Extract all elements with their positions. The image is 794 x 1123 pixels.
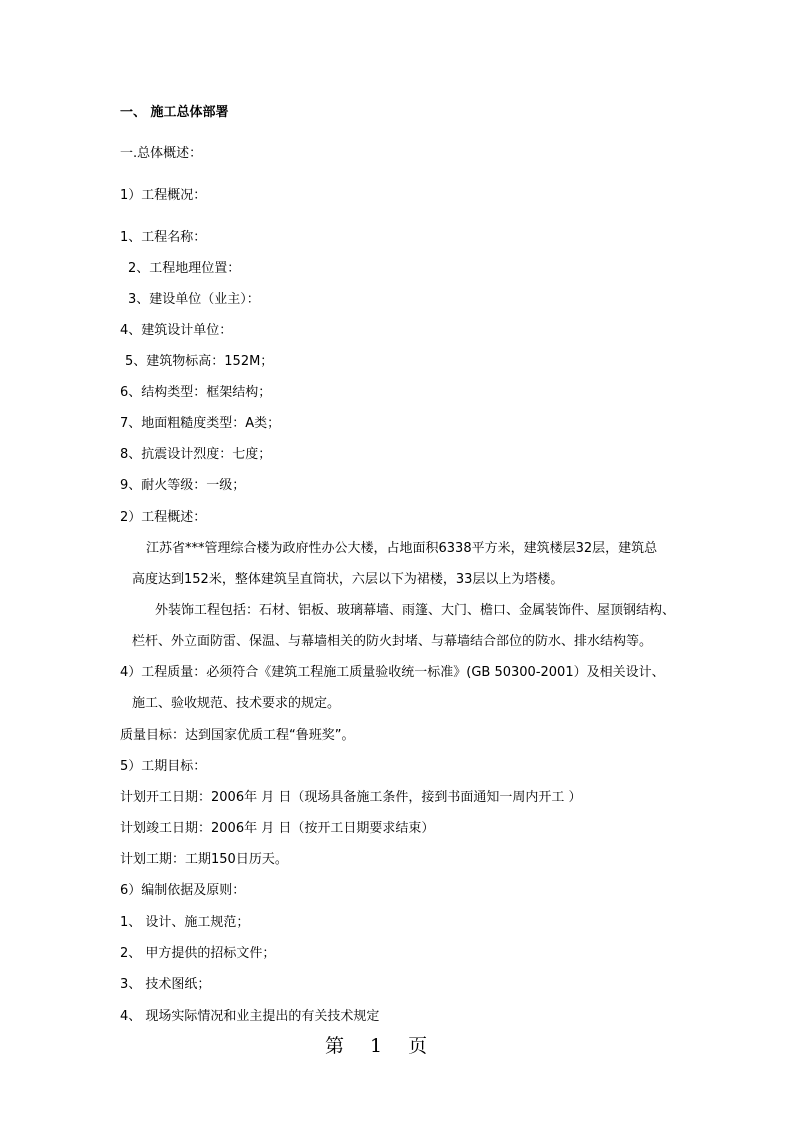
text-line: 江苏省***管理综合楼为政府性办公大楼，占地面积6338平方米，建筑楼层32层，建筑总 (146, 541, 658, 556)
text-line: 9、耐火等级：一级； (120, 478, 246, 493)
page-prefix: 第 (325, 1035, 345, 1057)
text-line: 2）工程概述： (120, 510, 207, 525)
list-item: 3、 技术图纸； (120, 977, 211, 992)
text-line: 3、建设单位（业主）： (128, 292, 260, 307)
section-heading: 一、 施工总体部署 (120, 105, 229, 120)
text-line: 栏杆、外立面防雷、保温、与幕墙相关的防火封堵、与幕墙结合部位的防水、排水结构等。 (132, 634, 653, 649)
list-item: 2、 甲方提供的招标文件； (120, 946, 276, 961)
text-line: 4、建筑设计单位： (120, 323, 233, 338)
text-line: 一.总体概述： (120, 146, 203, 161)
text-line: 1）工程概况： (120, 188, 207, 203)
text-line: 6）编制依据及原则： (120, 883, 246, 898)
text-line: 质量目标：达到国家优质工程“鲁班奖”。 (120, 728, 355, 743)
page-number-footer (325, 1034, 427, 1058)
list-item: 4、 现场实际情况和业主提出的有关技术规定 (120, 1009, 380, 1024)
text-line: 高度达到152米，整体建筑呈直筒状，六层以下为裙楼，33层以上为塔楼。 (132, 572, 564, 587)
text-line: 2、工程地理位置： (128, 261, 241, 276)
text-line: 计划工期：工期150日历天。 (120, 852, 288, 867)
text-line: 施工、验收规范、技术要求的规定。 (132, 696, 341, 711)
text-line: 6、结构类型：框架结构； (120, 385, 272, 400)
text-line: 7、地面粗糙度类型：A类； (120, 416, 281, 431)
text-line: 1、工程名称： (120, 230, 207, 245)
text-line: 5、建筑物标高：152M； (125, 354, 274, 369)
page-suffix: 页 (408, 1035, 428, 1057)
text-line: 计划开工日期：2006年 月 日（现场具备施工条件，接到书面通知一周内开工 ） (120, 790, 582, 805)
text-line: 8、抗震设计烈度：七度； (120, 447, 272, 462)
text-line: 计划竣工日期：2006年 月 日（按开工日期要求结束） (120, 821, 435, 836)
text-line: 4）工程质量：必须符合《建筑工程施工质量验收统一标准》(GB 50300-2001）及相关设计、 (120, 665, 665, 680)
page-number: 1 (370, 1035, 383, 1057)
text-line: 外装饰工程包括：石材、铝板、玻璃幕墙、雨篷、大门、檐口、金属装饰件、屋顶钢结构、 (155, 603, 676, 618)
text-line: 5）工期目标： (120, 759, 207, 774)
list-item: 1、 设计、施工规范； (120, 915, 250, 930)
